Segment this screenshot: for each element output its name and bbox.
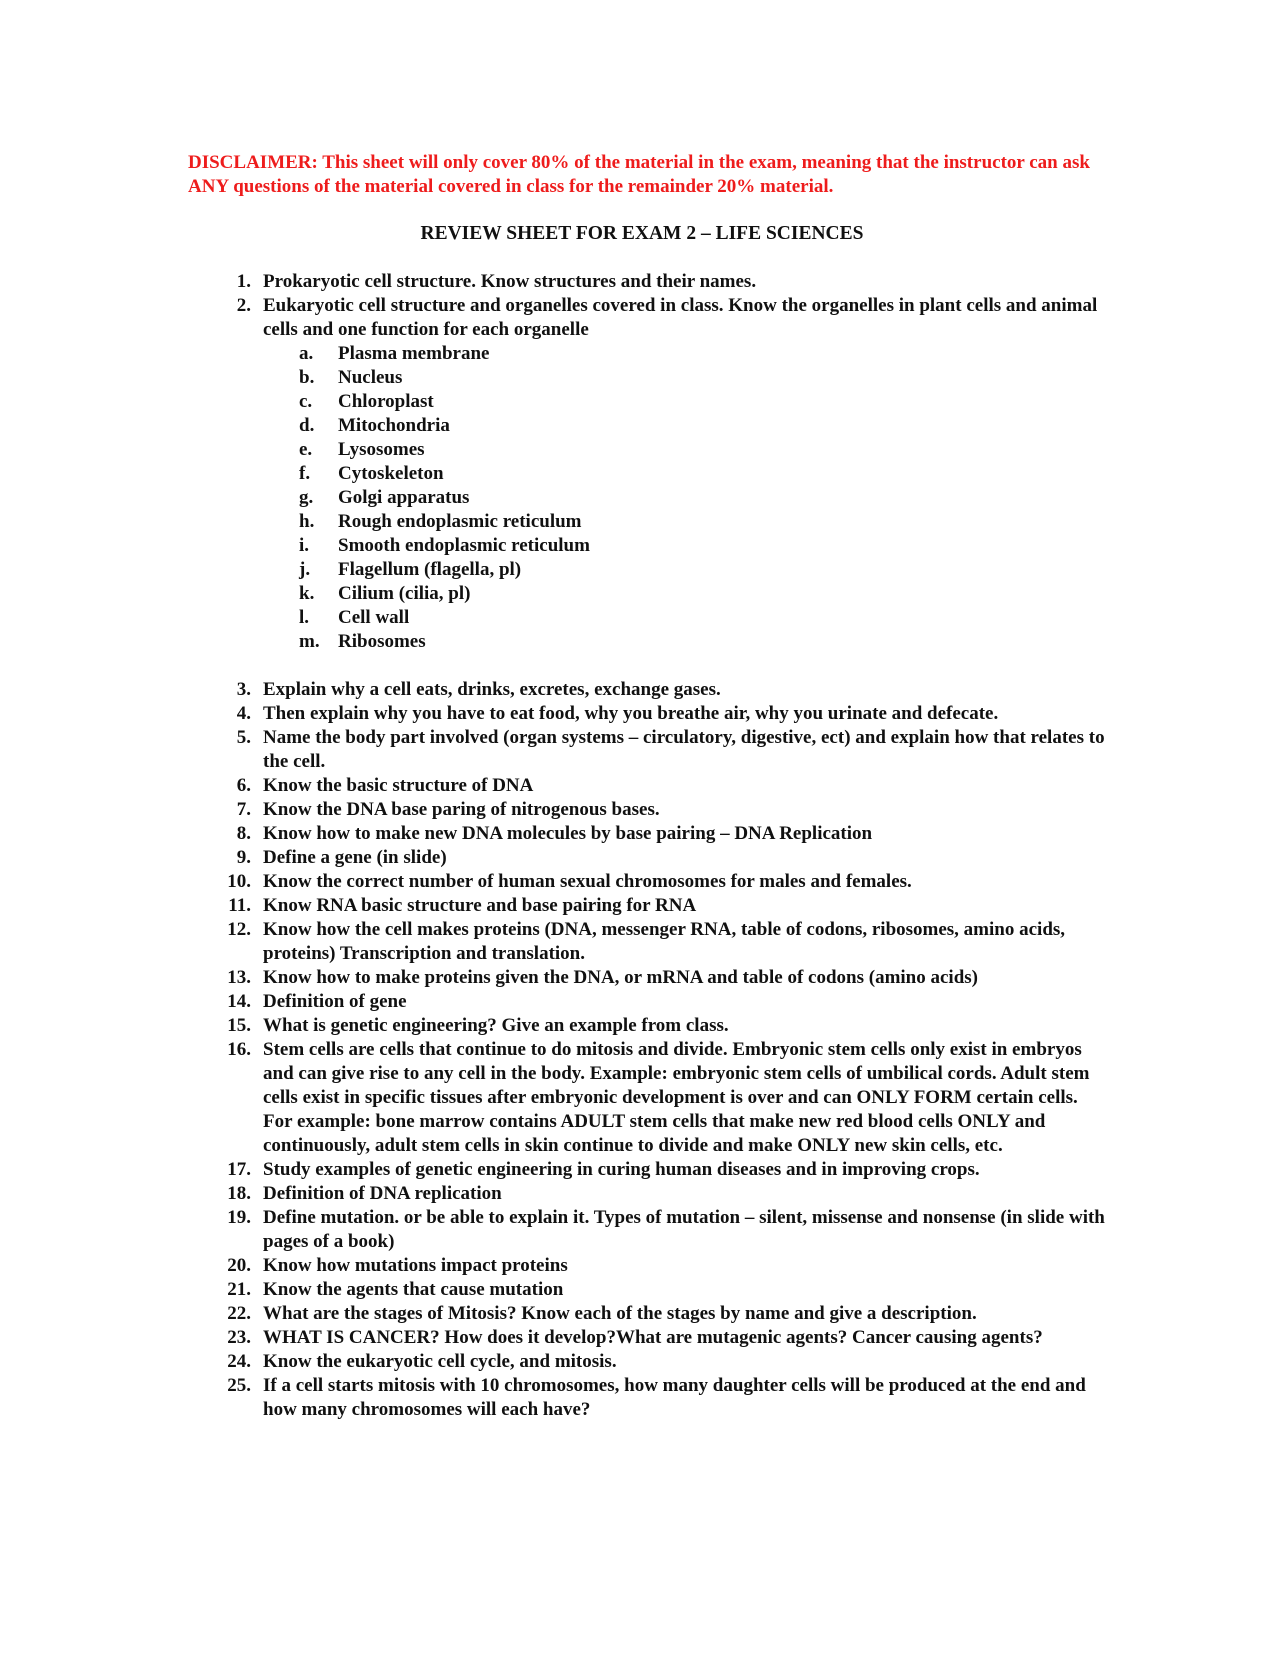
item-text: If a cell starts mitosis with 10 chromosomes, how many daughter cells will be produced at the end and how many chromosomes will each have? [263, 1375, 1086, 1420]
organelle-item [263, 606, 1108, 630]
item-text: What are the stages of Mitosis? Know each of the stages by name and give a description. [263, 1303, 977, 1324]
list-item [188, 822, 1108, 846]
list-item [188, 1182, 1108, 1206]
list-item [188, 774, 1108, 798]
organelle-name: Nucleus [338, 367, 403, 388]
item-number: 8. [236, 823, 251, 844]
organelle-item [263, 390, 1108, 414]
organelle-letter: l. [299, 607, 310, 628]
organelle-letter: a. [299, 343, 314, 364]
item-number: 1. [236, 271, 251, 292]
item-number: 24. [227, 1351, 251, 1372]
organelle-letter: i. [299, 535, 310, 556]
organelle-item [263, 534, 1108, 558]
organelle-name: Cytoskeleton [338, 463, 444, 484]
item-number: 6. [236, 775, 251, 796]
list-item [188, 846, 1108, 870]
item-number: 15. [227, 1015, 251, 1036]
organelle-letter: m. [299, 631, 320, 652]
item-text: WHAT IS CANCER? How does it develop?What are mutagenic agents? Cancer causing agents? [263, 1327, 1043, 1348]
organelle-name: Chloroplast [338, 391, 434, 412]
item-number: 22. [227, 1303, 251, 1324]
item-text: Eukaryotic cell structure and organelles covered in class. Know the organelles in plant cells and animal cells and one function for each organelle [263, 295, 1098, 340]
organelle-name: Mitochondria [338, 415, 450, 436]
organelle-item [263, 582, 1108, 606]
list-item [188, 966, 1108, 990]
item-number: 10. [227, 871, 251, 892]
item-number: 16. [227, 1039, 251, 1060]
item-text: Know the correct number of human sexual chromosomes for males and females. [263, 871, 912, 892]
organelle-letter: b. [299, 367, 315, 388]
list-item [188, 1014, 1108, 1038]
list-item [188, 1254, 1108, 1278]
item-text: Prokaryotic cell structure. Know structures and their names. [263, 271, 757, 292]
organelle-name: Ribosomes [338, 631, 426, 652]
item-number: 25. [227, 1375, 251, 1396]
list-item [188, 726, 1108, 774]
item-text: Then explain why you have to eat food, why you breathe air, why you urinate and defecate. [263, 703, 999, 724]
organelle-item [263, 486, 1108, 510]
organelle-letter: k. [299, 583, 315, 604]
item-text: Define mutation. or be able to explain it. Types of mutation – silent, missense and nonsense (in slide with pages of a book) [263, 1207, 1105, 1252]
item-text: Know RNA basic structure and base pairing for RNA [263, 895, 697, 916]
organelle-name: Plasma membrane [338, 343, 490, 364]
organelle-item [263, 342, 1108, 366]
item-number: 18. [227, 1183, 251, 1204]
organelle-item [263, 462, 1108, 486]
list-item [188, 1158, 1108, 1182]
item-text: Explain why a cell eats, drinks, excretes, exchange gases. [263, 679, 721, 700]
item-number: 11. [228, 895, 251, 916]
item-number: 14. [227, 991, 251, 1012]
item-number: 3. [236, 679, 251, 700]
item-text: Definition of gene [263, 991, 407, 1012]
item-number: 23. [227, 1327, 251, 1348]
list-item [188, 1206, 1108, 1254]
item-number: 21. [227, 1279, 251, 1300]
organelle-name: Flagellum (flagella, pl) [338, 559, 522, 580]
item-text: Study examples of genetic engineering in curing human diseases and in improving crops. [263, 1159, 980, 1180]
organelle-name: Cilium (cilia, pl) [338, 583, 471, 604]
item-text: Stem cells are cells that continue to do mitosis and divide. Embryonic stem cells only exist in embryos and can give rise to any cell in the body. Example: embryonic stem cells of umbilical cords. Adult stem cells exist in specific tissues after embryonic development is over and can ONLY FORM certain cells. For example: bone marrow contains ADULT stem cells that make new red blood cells ONLY and continuously, adult stem cells in skin continue to divide and make ONLY new skin cells, etc. [263, 1039, 1090, 1156]
item-text: Know how the cell makes proteins (DNA, messenger RNA, table of codons, ribosomes, amino acids, proteins) Transcription and translation. [263, 919, 1066, 964]
organelle-item [263, 630, 1108, 654]
item-number: 13. [227, 967, 251, 988]
list-item [188, 702, 1108, 726]
item-text: What is genetic engineering? Give an example from class. [263, 1015, 729, 1036]
list-item [188, 870, 1108, 894]
organelle-name: Rough endoplasmic reticulum [338, 511, 582, 532]
organelle-name: Golgi apparatus [338, 487, 470, 508]
item-number: 2. [236, 295, 251, 316]
list-item [188, 294, 1108, 342]
organelle-list [263, 342, 1108, 654]
organelle-item [263, 558, 1108, 582]
item-number: 20. [227, 1255, 251, 1276]
organelle-name: Cell wall [338, 607, 410, 628]
list-item [188, 1350, 1108, 1374]
list-item [188, 1326, 1108, 1350]
review-list-part-1 [188, 270, 1108, 654]
organelle-item [263, 366, 1108, 390]
list-item [188, 918, 1108, 966]
item-text: Know the basic structure of DNA [263, 775, 534, 796]
item-text: Know the agents that cause mutation [263, 1279, 564, 1300]
organelle-item [263, 510, 1108, 534]
item-text: Know how to make new DNA molecules by base pairing – DNA Replication [263, 823, 873, 844]
list-item [188, 678, 1108, 702]
organelle-letter: f. [299, 463, 311, 484]
item-number: 5. [236, 727, 251, 748]
list-item [188, 990, 1108, 1014]
list-item [188, 1038, 1108, 1158]
item-text: Define a gene (in slide) [263, 847, 447, 868]
organelle-letter: j. [299, 559, 311, 580]
organelle-letter: d. [299, 415, 315, 436]
item-number: 17. [227, 1159, 251, 1180]
list-item [188, 270, 1108, 294]
organelle-item [263, 414, 1108, 438]
page-title: REVIEW SHEET FOR EXAM 2 – LIFE SCIENCES [420, 223, 864, 244]
organelle-letter: e. [299, 439, 313, 460]
organelle-item [263, 438, 1108, 462]
list-item [188, 1278, 1108, 1302]
item-text: Definition of DNA replication [263, 1183, 502, 1204]
list-item [188, 798, 1108, 822]
list-item [188, 1302, 1108, 1326]
review-list-part-2 [188, 678, 1108, 1422]
list-item [188, 1374, 1108, 1422]
organelle-name: Lysosomes [338, 439, 425, 460]
item-text: Know the DNA base paring of nitrogenous bases. [263, 799, 660, 820]
item-text: Name the body part involved (organ systems – circulatory, digestive, ect) and explain how that relates to the cell. [263, 727, 1105, 772]
item-number: 4. [236, 703, 251, 724]
item-number: 9. [236, 847, 251, 868]
disclaimer-text: DISCLAIMER: This sheet will only cover 80% of the material in the exam, meaning that the instructor can ask ANY questions of the material covered in class for the remainder 20% material. [188, 152, 1090, 197]
organelle-name: Smooth endoplasmic reticulum [338, 535, 590, 556]
organelle-letter: g. [299, 487, 314, 508]
item-number: 7. [236, 799, 251, 820]
organelle-letter: c. [299, 391, 313, 412]
item-number: 12. [227, 919, 251, 940]
list-item [188, 894, 1108, 918]
item-text: Know the eukaryotic cell cycle, and mitosis. [263, 1351, 617, 1372]
item-number: 19. [227, 1207, 251, 1228]
organelle-letter: h. [299, 511, 315, 532]
item-text: Know how mutations impact proteins [263, 1255, 568, 1276]
item-text: Know how to make proteins given the DNA, or mRNA and table of codons (amino acids) [263, 967, 978, 988]
